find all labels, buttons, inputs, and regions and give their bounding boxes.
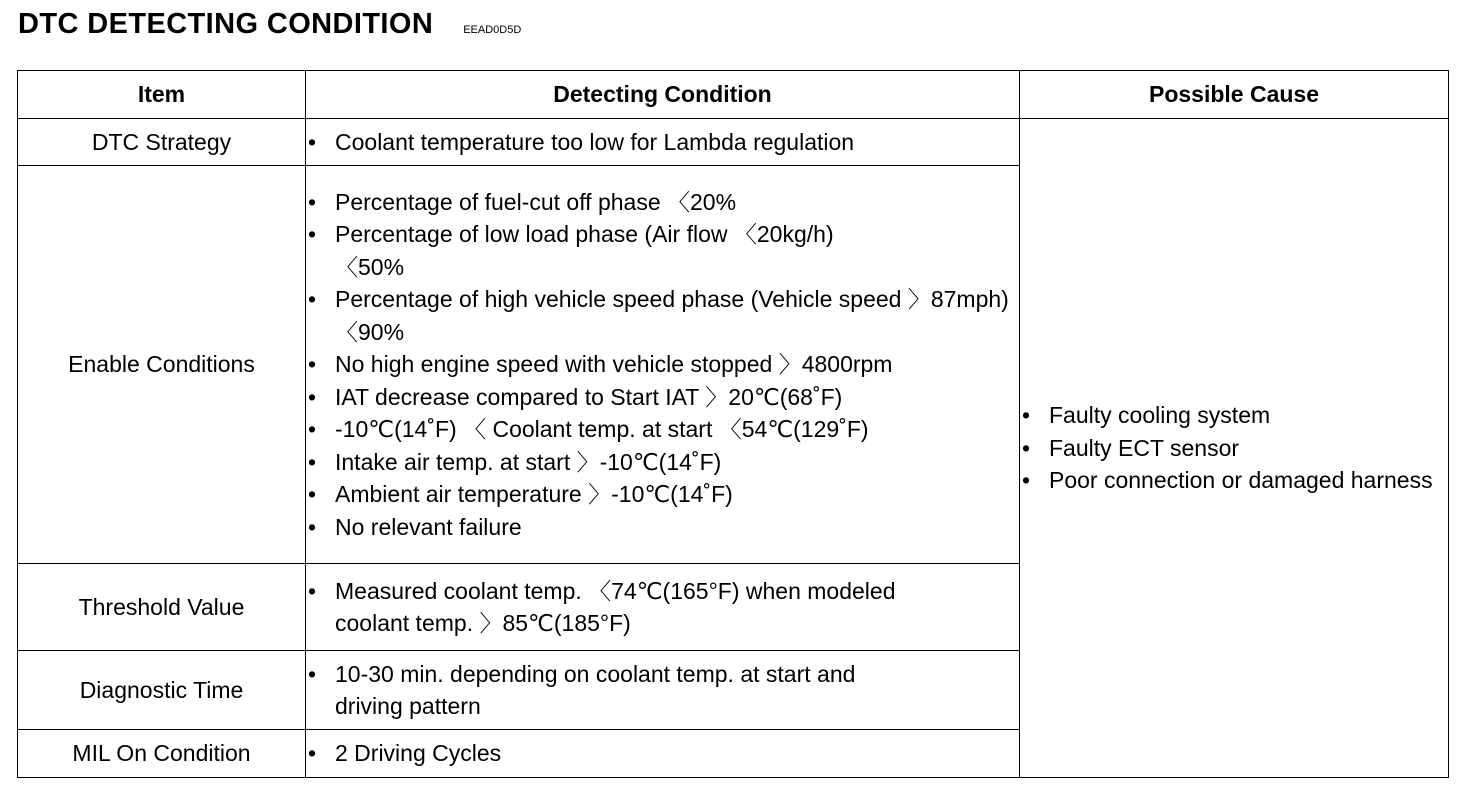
page-title: DTC DETECTING CONDITION (18, 8, 434, 40)
dtc-condition-table (17, 70, 1449, 778)
header-item: Item (18, 71, 306, 119)
condition-bullet: • Percentage of fuel-cut off phase 〈20% (306, 186, 1019, 219)
item-enable-conditions: Enable Conditions (18, 166, 306, 564)
condition-bullet: • -10℃(14˚F) 〈 Coolant temp. at start 〈54℃(129˚F) (306, 413, 1019, 446)
document-code: EEAD0D5D (463, 24, 522, 36)
condition-bullet: • No relevant failure (306, 511, 1019, 544)
condition-bullet: • IAT decrease compared to Start IAT 〉20℃(68˚F) (306, 381, 1019, 414)
condition-cell (306, 564, 1020, 651)
cause-bullet: • Faulty ECT sensor (1020, 432, 1448, 465)
condition-bullet: • Ambient air temperature 〉-10℃(14˚F) (306, 478, 1019, 511)
item-diagnostic-time: Diagnostic Time (18, 651, 306, 730)
condition-bullet: • 2 Driving Cycles (306, 737, 1019, 770)
header-possible-cause: Possible Cause (1020, 71, 1449, 119)
condition-bullet: • 10-30 min. depending on coolant temp. at start and driving pattern (306, 658, 1019, 723)
table-header-row (18, 71, 1449, 119)
cause-bullet: • Poor connection or damaged harness (1020, 464, 1448, 497)
condition-cell (306, 119, 1020, 166)
condition-cell (306, 730, 1020, 778)
condition-bullet: • Percentage of low load phase (Air flow 〈20kg/h) 〈50% (306, 218, 1019, 283)
condition-bullet: • No high engine speed with vehicle stopped 〉4800rpm (306, 348, 1019, 381)
header-detecting-condition: Detecting Condition (306, 71, 1020, 119)
condition-bullet: • Intake air temp. at start 〉-10℃(14˚F) (306, 446, 1019, 479)
condition-cell (306, 166, 1020, 564)
condition-bullet: • Measured coolant temp. 〈74℃(165°F) when modeled coolant temp. 〉85℃(185°F) (306, 575, 1019, 640)
page-header (18, 8, 521, 48)
item-threshold-value: Threshold Value (18, 564, 306, 651)
condition-bullet: • Coolant temperature too low for Lambda regulation (306, 126, 1019, 159)
item-dtc-strategy: DTC Strategy (18, 119, 306, 166)
possible-cause-cell (1020, 119, 1449, 778)
condition-bullet: • Percentage of high vehicle speed phase (Vehicle speed 〉87mph) 〈90% (306, 283, 1019, 348)
condition-cell (306, 651, 1020, 730)
cause-bullet: • Faulty cooling system (1020, 399, 1448, 432)
table-row (18, 119, 1449, 166)
item-mil-on-condition: MIL On Condition (18, 730, 306, 778)
